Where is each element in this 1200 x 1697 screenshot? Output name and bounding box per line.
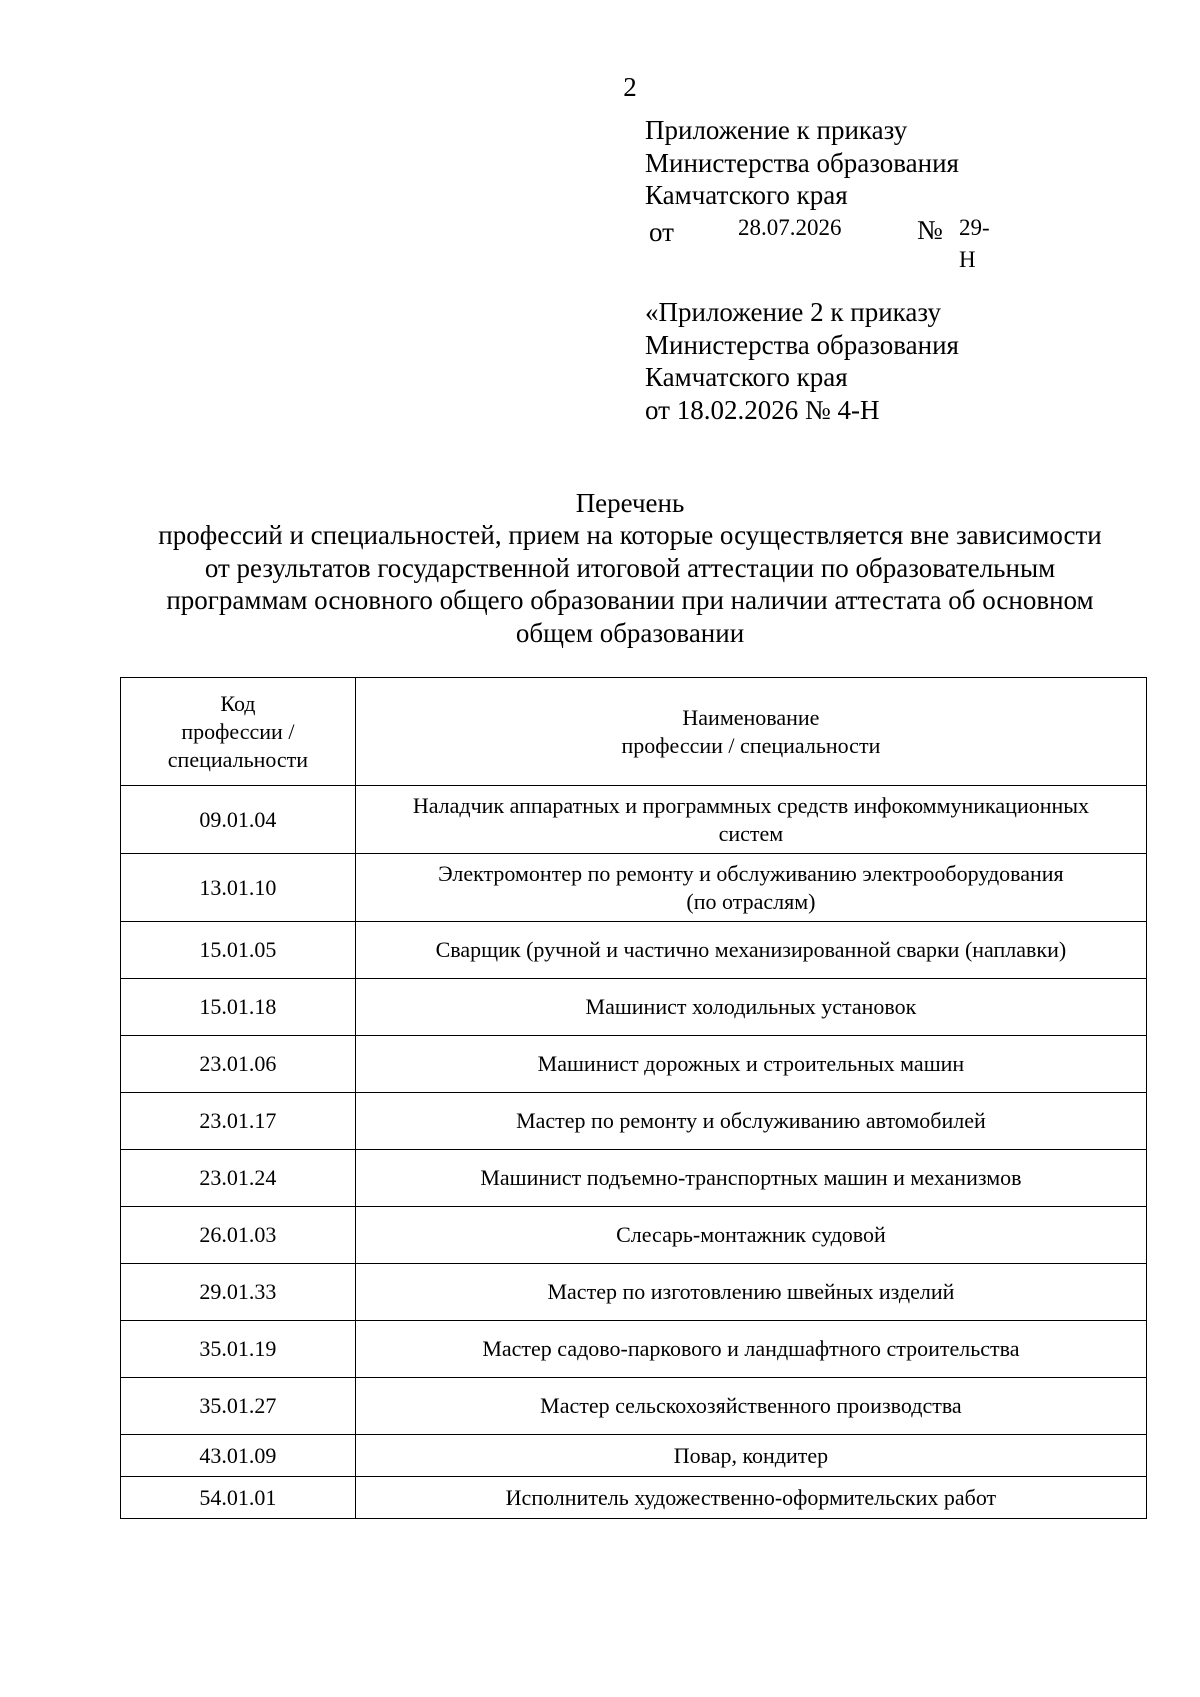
appendix-line: Министерства образования	[645, 329, 959, 360]
profession-code: 29.01.33	[121, 1264, 356, 1321]
table-row	[121, 786, 1147, 854]
profession-name: Мастер по ремонту и обслуживанию автомобилей	[355, 1093, 1146, 1150]
profession-code: 23.01.06	[121, 1036, 356, 1093]
table-row	[121, 1264, 1147, 1321]
header-name: Наименование профессии / специальности	[355, 678, 1146, 786]
profession-code: 09.01.04	[121, 786, 356, 854]
profession-code: 13.01.10	[121, 854, 356, 922]
profession-name: Машинист дорожных и строительных машин	[355, 1036, 1146, 1093]
profession-name: Мастер садово-паркового и ландшафтного строительства	[355, 1321, 1146, 1378]
profession-name: Сварщик (ручной и частично механизированной сварки (наплавки)	[355, 922, 1146, 979]
table-row	[121, 854, 1147, 922]
appendix-line: Министерства образования	[645, 147, 959, 178]
profession-code: 35.01.27	[121, 1378, 356, 1435]
profession-name: Электромонтер по ремонту и обслуживанию электрооборудования (по отраслям)	[355, 854, 1146, 922]
professions-table	[120, 677, 1147, 1519]
page-number: 2	[623, 72, 637, 102]
appendix-line: Приложение к приказу	[645, 115, 908, 145]
document-subtitle: профессий и специальностей, прием на которые осуществляется вне зависимости от результатов государственной итоговой аттестации по образовательным программам основного общего образовании при наличии аттестата об основном общем образовании	[158, 520, 1102, 648]
table-header-row	[121, 678, 1147, 786]
profession-code: 35.01.19	[121, 1321, 356, 1378]
order-date-number-line	[645, 212, 990, 272]
appendix-line: от 18.02.2026 № 4-Н	[645, 394, 880, 425]
table-row	[121, 1150, 1147, 1207]
table-row	[121, 1477, 1147, 1519]
appendix-line: «Приложение 2 к приказу	[645, 297, 941, 327]
profession-code: 15.01.05	[121, 922, 356, 979]
order-date: 28.07.2026	[738, 214, 842, 240]
header-code: Код профессии / специальности	[121, 678, 356, 786]
profession-code: 23.01.24	[121, 1150, 356, 1207]
appendix-line: Камчатского края	[645, 362, 848, 392]
profession-name: Повар, кондитер	[355, 1435, 1146, 1477]
profession-name: Мастер сельскохозяйственного производства	[355, 1378, 1146, 1435]
appendix-line: Камчатского края	[645, 180, 848, 210]
profession-code: 23.01.17	[121, 1093, 356, 1150]
table-row	[121, 979, 1147, 1036]
number-sign: №	[917, 214, 943, 245]
table-row	[121, 922, 1147, 979]
profession-name: Наладчик аппаратных и программных средств инфокоммуникационных систем	[355, 786, 1146, 854]
profession-name: Слесарь-монтажник судовой	[355, 1207, 1146, 1264]
profession-name: Машинист холодильных установок	[355, 979, 1146, 1036]
profession-code: 54.01.01	[121, 1477, 356, 1519]
table-row	[121, 1036, 1147, 1093]
profession-name: Машинист подъемно-транспортных машин и механизмов	[355, 1150, 1146, 1207]
table-row	[121, 1207, 1147, 1264]
profession-name: Исполнитель художественно-оформительских работ	[355, 1477, 1146, 1519]
profession-code: 15.01.18	[121, 979, 356, 1036]
appendix-current-header	[645, 114, 990, 272]
document-title: Перечень	[575, 488, 685, 518]
from-label: от	[649, 216, 674, 247]
table-row	[121, 1093, 1147, 1150]
table-row	[121, 1378, 1147, 1435]
appendix-previous-header	[645, 296, 959, 426]
profession-code: 26.01.03	[121, 1207, 356, 1264]
order-number: 29-Н	[959, 214, 990, 272]
table-row	[121, 1321, 1147, 1378]
profession-code: 43.01.09	[121, 1435, 356, 1477]
profession-name: Мастер по изготовлению швейных изделий	[355, 1264, 1146, 1321]
table-row	[121, 1435, 1147, 1477]
